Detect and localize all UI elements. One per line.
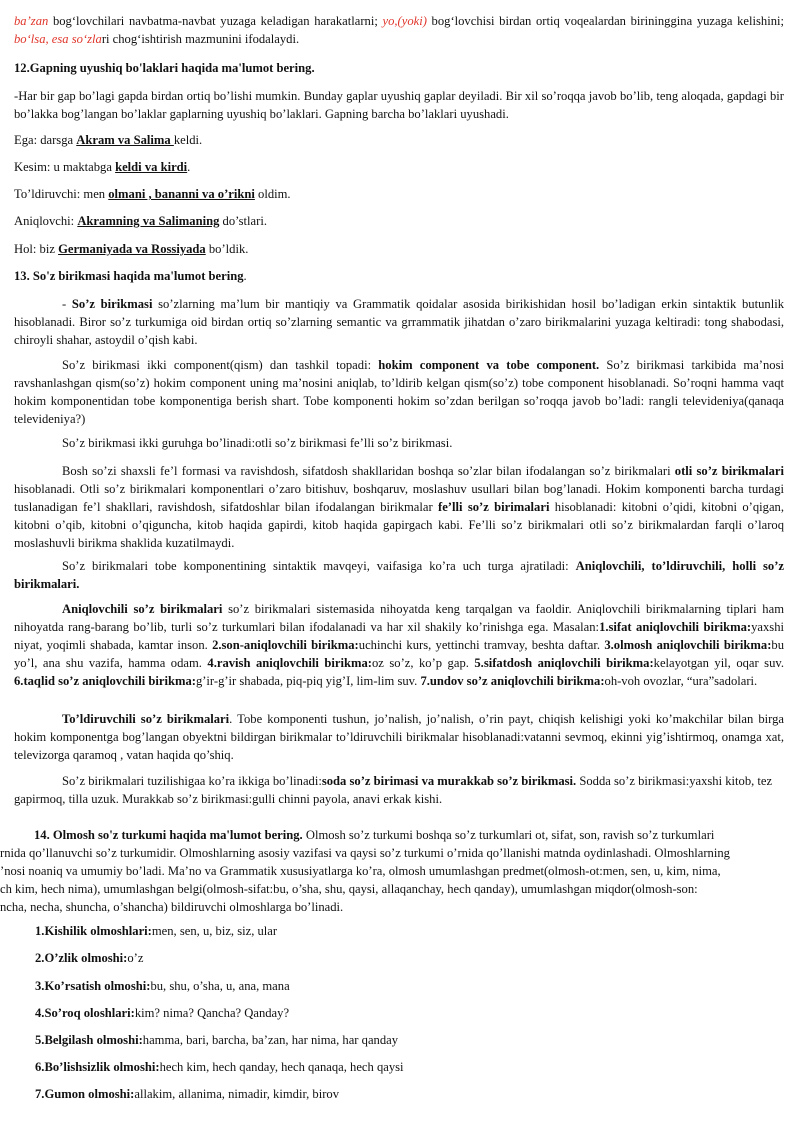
heading-text: 13. So'z birikmasi haqida ma'lumot bering (14, 269, 244, 283)
text-span: ri chog‘ishtirish mazmunini ifodalaydi. (101, 32, 300, 46)
underlined-example: Germaniyada va Rossiyada (58, 242, 206, 256)
list-item (35, 1085, 775, 1103)
text-span: g’ir-g’ir shabada, piq-piq yig’I, lim-lim suv. (195, 674, 421, 688)
list-item-text: bu, shu, o’sha, u, ana, mana (150, 979, 290, 993)
question-14-line-3: ’nosi noaniq va umumiy bo’ladi. Ma’no va Grammatik xususiyatlarga ko’ra, olmosh umumlashgan predmet(olmosh-ot:men, sen, u, kim, nima, (0, 864, 721, 878)
text-span: Bosh so’zi shaxsli fe’l formasi va ravishdosh, sifatdosh shakllaridan boshqa so’zlar bilan ifodalangan so’z birikmalari (62, 464, 675, 478)
underlined-example: Akram va Salima (76, 133, 174, 147)
bold-term: 1.sifat aniqlovchili birikma: (599, 620, 752, 634)
bold-term: 6.taqlid so’z aniqlovchili birikma: (14, 674, 196, 688)
list-item-text: hamma, bari, barcha, ba’zan, har nima, har qanday (142, 1033, 399, 1047)
text-span: so’z birikmalari sistemasida nihoyatda keng tarqalgan va faoldir. Aniqlovchili birikmalarning tiplari ham nihoyatda rang-barang bo’lib, turli so’z turkumlari bilan ifodalanadi va har xil shakily ko’rinishga ega. Masalan: (14, 602, 784, 634)
paragraph-three-types (14, 557, 784, 593)
list-item-term: 5.Belgilash olmoshi: (35, 1033, 143, 1047)
text-span: So’z birikmasi tarkibida ma’nosi ravshanlashgan qism(so’z) hokim component uning ma’nosini aniqlab, to’ldirib kelgan qism(so’z) tobe component hisoblanadi. So’roqni hamma vaqt hokim komponentidan tobe komponentiga berish shart. Tobe komponenti hokim so’zdan berilgan so’roqqa javob bo’ladi: rangli televideniya(qanaqa televideniya?) (14, 358, 784, 426)
text-span: . (243, 269, 247, 283)
bold-term: Aniqlovchili, to’ldiruvchili, holli so’z birikmalari. (14, 559, 784, 591)
list-item (35, 1058, 775, 1076)
example-hol (14, 240, 784, 258)
paragraph-toldiruvchili (14, 710, 784, 764)
list-item-text: men, sen, u, biz, siz, ular (151, 924, 278, 938)
paragraph-otli-felli (14, 462, 784, 552)
list-item-term: 6.Bo’lishsizlik olmoshi: (35, 1060, 160, 1074)
question-14-line-1 (34, 826, 786, 844)
text-span: So’z birikmasi ikki component(qism) dan tashkil topadi: (62, 358, 379, 372)
paragraph-soz-birikmasi (14, 295, 784, 349)
text-span: Olmosh so’z turkumi boshqa so’z turkumlari ot, sifat, son, ravish so’z turkumlari (302, 828, 715, 842)
text-span: So’z birikmalari tobe komponentining sintaktik mavqeyi, vaifasiga ko’ra uch turga ajratiladi: (62, 559, 576, 573)
text-span: Aniqlovchi: (14, 214, 78, 228)
text-span: bo’ldik. (205, 242, 249, 256)
list-item-text: kim? nima? Qancha? Qanday? (134, 1006, 290, 1020)
list-item-term: 1.Kishilik olmoshlari: (35, 924, 152, 938)
text-span: uchinchi kurs, yettinchi tramvay, beshta daftar. (358, 638, 605, 652)
underlined-example: Akramning va Salimaning (77, 214, 220, 228)
text-span: do’stlari. (219, 214, 267, 228)
bold-term: 4.ravish aniqlovchili birikma: (207, 656, 372, 670)
example-kesim (14, 158, 784, 176)
list-item (35, 1031, 775, 1049)
text-span: Ega: darsga (14, 133, 77, 147)
bold-term: To’ldiruvchili so’z birikmalari (62, 712, 230, 726)
list-item (35, 977, 775, 995)
text-span: bog‘lovchisi birdan ortiq voqealardan birininggina yuzaga kelishini; (426, 14, 784, 28)
bold-term: fe’lli so’z birimalari (438, 500, 550, 514)
text-span: - (62, 297, 72, 311)
bold-term: hokim component va tobe component. (378, 358, 600, 372)
text-span: so’zlarning ma’lum bir mantiqiy va Grammatik qoidalar asosida birikishidan hosil bo’ladigan erkin sintaktik butunlik hisoblanadi. Biror so’z turkumiga oid birdan ortiq so’zlarning semantic va grrammatik jihatdan o’zaro birikmalarini yuzaga keltiradi: tong shabodasi, chiroyli shahar, astoydil o’qish kabi. (14, 297, 784, 347)
text-span: Sodda so’z birikmasi:yaxshi kitob, tez gapirmoq, tilla uzuk. Murakkab so’z birikmasi:gulli chinni payola, anavi erkak kishi. (14, 774, 773, 806)
list-item-text: o’z (127, 951, 144, 965)
bold-term: otli so’z birikmalari (674, 464, 784, 478)
text-span: oldim. (254, 187, 291, 201)
text-span: oh-voh ovozlar, “ura”sadolari. (604, 674, 758, 688)
underlined-example: keldi va kirdi (115, 160, 188, 174)
text-span: kelayotgan yil, oqar suv. (653, 656, 785, 670)
list-item-term: 4.So’roq oloshlari: (35, 1006, 135, 1020)
list-item-term: 7.Gumon olmoshi: (35, 1087, 135, 1101)
bold-term: Aniqlovchili so’z birikmalari (62, 602, 223, 616)
example-aniqlovchi (14, 212, 784, 230)
text-span: hisoblanadi: kitobni o’qidi, kitobni o’qigan, kitobni o’qib, kitobni o’qiguncha, kitob haqida gapirdi, kitob haqida gapirgach kabi. Fe’lli so’z birikmalari otli so’z birikmalardan farqli o’laroq moslashuvli birikma shaklida kuzatilmaydi. (14, 500, 784, 550)
list-item (35, 922, 775, 940)
text-span: bog‘lovchilari navbatma-navbat yuzaga keladigan harakatlarni; (48, 14, 383, 28)
example-toldiruvchi (14, 185, 784, 203)
text-span: Kesim: u maktabga (14, 160, 116, 174)
text-span: Hol: biz (14, 242, 59, 256)
list-item-text: hech kim, hech qanday, hech qanaqa, hech qaysi (159, 1060, 404, 1074)
question-12-heading: 12.Gapning uyushiq bo'laklari haqida ma'lumot bering. (14, 61, 315, 75)
text-span: bu yo’l, ana shu vazifa, hamma odam. (14, 638, 785, 670)
bold-term: 14. Olmosh so'z turkumi haqida ma'lumot bering. (34, 828, 303, 842)
red-word: yo,(yoki) (382, 14, 427, 28)
text-span: . (187, 160, 191, 174)
text-span: hisoblanadi. Otli so’z birikmalari komponentlari o’zaro bitishuv, boshqaruv, moslashuv usullari bilan bog’lanadi. Hokim komponenti barcha turdagi tuslanadigan fe’l shakllari, ravishdosh, sifatdoshlar bilan ifodalangan birikmalar (14, 482, 784, 514)
text-span: . Tobe komponenti tushun, jo’nalish, jo’nalish, o’rin payt, chiqish kelishigi yoki ko’makchilar bilan birga hokim komponentga bog’langan obyektni bildirgan birikmalar to’ldiruvchili birikmalar hisoblanadi:vatanni sevmoq, ekinni yig’ishtirmoq, onamga xat, televizorga qaramoq , vatan haqida qo’shiq. (14, 712, 784, 762)
text-span: oz so’z, ko’p gap. (372, 656, 475, 670)
paragraph-groups: So’z birikmasi ikki guruhga bo’linadi:otli so’z birikmasi fe’lli so’z birikmasi. (62, 436, 453, 450)
red-word: so‘zla (71, 32, 102, 46)
list-item-term: 3.Ko’rsatish olmoshi: (35, 979, 151, 993)
question-13-heading (14, 267, 784, 285)
bold-term: soda so’z birimasi va murakkab so’z birikmasi. (321, 774, 577, 788)
bold-term: 7.undov so’z aniqlovchili birikma: (420, 674, 605, 688)
list-item-text: allakim, allanima, nimadir, kimdir, birov (134, 1087, 340, 1101)
paragraph-tuzilish (14, 772, 784, 808)
question-14-line-5: ncha, necha, shuncha, o’shancha) bildiruvchi olmoshlarga bo’linadi. (0, 900, 344, 914)
underlined-example: olmani , bananni va o’rikni (108, 187, 255, 201)
list-item (35, 949, 775, 967)
example-ega (14, 131, 784, 149)
text-span: yaxshi niyat, yoqimli shabada, kamtar inson. (14, 620, 784, 652)
red-word: bo‘lsa, esa (14, 32, 69, 46)
paragraph-aniqlovchili (14, 600, 784, 690)
list-item-term: 2.O’zlik olmoshi: (35, 951, 128, 965)
text-span: To’ldiruvchi: men (14, 187, 109, 201)
text-span: keldi. (173, 133, 203, 147)
bold-term: 2.son-aniqlovchili birikma: (212, 638, 359, 652)
bold-term: 3.olmosh aniqlovchili birikma: (604, 638, 772, 652)
question-14-line-2: rnida qo’llanuvchi so’z turkumidir. Olmoshlarning asosiy vazifasi va qaysi so’z turkumi o’rnida qo’llanishi matnda oydinlashadi. Olmoshlarning (0, 846, 730, 860)
question-14-line-4: ch kim, hech nima), umumlashgan belgi(olmosh-sifat:bu, o’sha, shu, qaysi, allaqanchay, hech qanday), umumlashgan miqdor(olmosh-son: (0, 882, 698, 896)
text-span: So’z birikmalari tuzilishigaa ko’ra ikkiga bo’linadi: (62, 774, 322, 788)
bold-term: So’z birikmasi (71, 297, 153, 311)
red-word: ba’zan (14, 14, 49, 28)
question-12-answer: -Har bir gap bo’lagi gapda birdan ortiq bo’lishi mumkin. Bunday gaplar uyushiq gaplar deyiladi. Bir xil so’roqqa javob bo’lib, teng aloqada, gapdagi bir bo’lakka bog’langan bo’laklar gaplarning uyushiq bo’laklari. Gapning barcha bo’laklari uyushadi. (14, 89, 784, 121)
paragraph-components (14, 356, 784, 428)
intro-paragraph (14, 12, 784, 48)
bold-term: 5.sifatdosh aniqlovchili birikma: (474, 656, 654, 670)
list-item (35, 1004, 775, 1022)
